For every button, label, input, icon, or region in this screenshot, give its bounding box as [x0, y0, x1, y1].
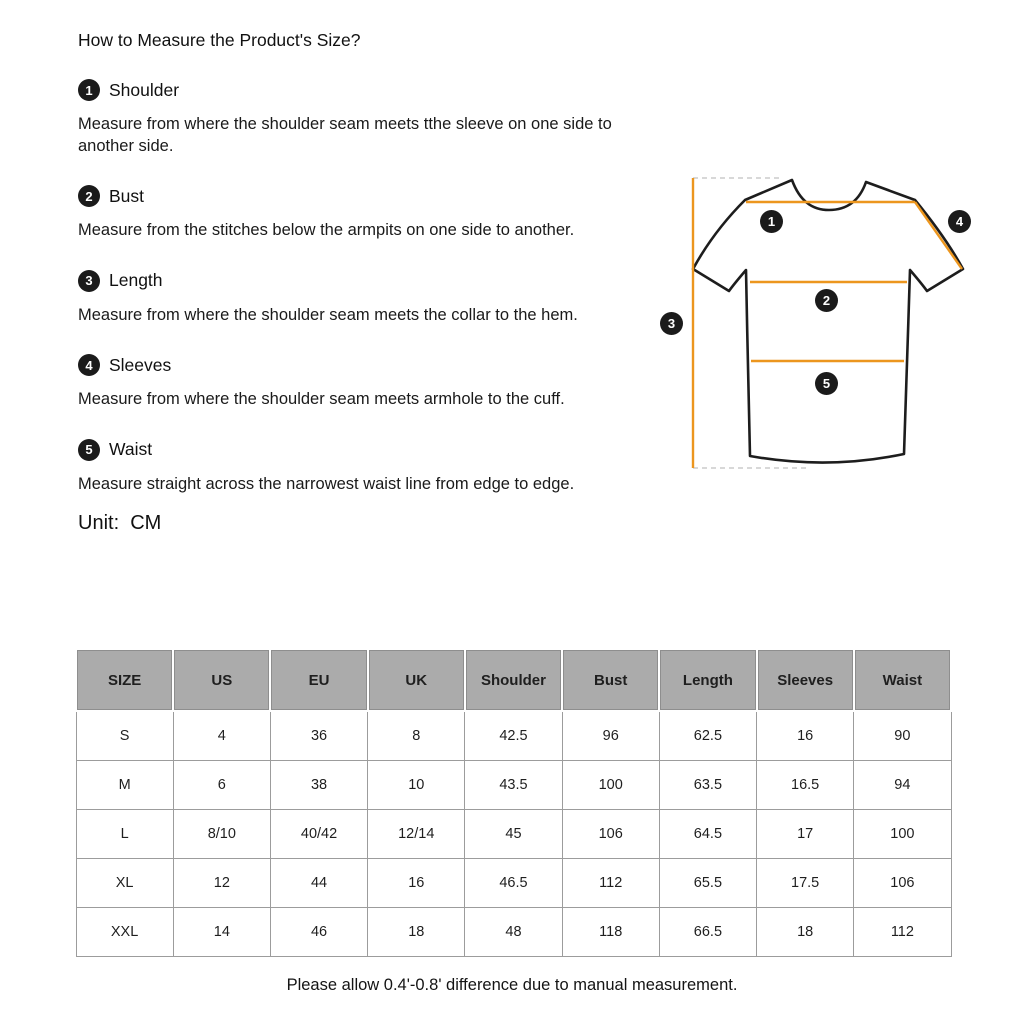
measurement-tolerance-note: Please allow 0.4'-0.8' difference due to manual measurement.: [286, 976, 738, 994]
col-header-length: Length: [659, 649, 756, 711]
col-header-uk: UK: [368, 649, 465, 711]
section-bust-label: Bust: [109, 185, 145, 206]
cell-size: XXL: [76, 907, 173, 956]
col-header-shoulder: Shoulder: [465, 649, 562, 711]
cell-bust: 112: [562, 858, 659, 907]
col-header-eu: EU: [270, 649, 367, 711]
size-chart-table: [75, 648, 952, 957]
marker-3-length-icon: 3: [660, 312, 683, 335]
col-header-us: US: [173, 649, 270, 711]
page-title: How to Measure the Product's Size?: [78, 30, 361, 50]
marker-5-waist-icon: 5: [815, 372, 838, 395]
table-row-xl: [76, 858, 951, 907]
step-2-badge-icon: 2: [78, 185, 100, 207]
section-sleeves-description: Measure from where the shoulder seam meets armhole to the cuff.: [78, 390, 565, 408]
cell-waist: 90: [854, 711, 951, 760]
cell-us: 6: [173, 760, 270, 809]
section-length-label: Length: [109, 270, 163, 290]
section-waist: [78, 439, 626, 496]
cell-eu: 46: [270, 907, 367, 956]
cell-bust: 118: [562, 907, 659, 956]
cell-size: M: [76, 760, 173, 809]
cell-uk: 18: [368, 907, 465, 956]
section-shoulder-description: Measure from where the shoulder seam meets tthe sleeve on one side to another side.: [78, 115, 612, 155]
cell-eu: 40/42: [270, 809, 367, 858]
cell-sleeves: 18: [757, 907, 854, 956]
step-1-badge-icon: 1: [78, 79, 100, 101]
section-waist-description: Measure straight across the narrowest waist line from edge to edge.: [78, 474, 575, 493]
section-shoulder-heading: [78, 79, 626, 101]
cell-us: 12: [173, 858, 270, 907]
section-bust-heading: [78, 185, 626, 207]
section-bust-description: Measure from the stitches below the armpits on one side to another.: [78, 221, 575, 239]
cell-length: 63.5: [659, 760, 756, 809]
table-row-l: [76, 809, 951, 858]
cell-length: 62.5: [659, 711, 756, 760]
cell-uk: 16: [368, 858, 465, 907]
section-waist-label: Waist: [109, 439, 153, 459]
step-3-badge-icon: 3: [78, 270, 100, 292]
cell-eu: 38: [270, 760, 367, 809]
cell-size: S: [76, 711, 173, 760]
step-4-badge-icon: 4: [78, 354, 100, 376]
cell-uk: 8: [368, 711, 465, 760]
marker-1-shoulder-icon: 1: [760, 210, 783, 233]
tshirt-measurement-diagram: [650, 152, 1010, 482]
size-chart-header-row: [76, 649, 951, 711]
unit-label: Unit: CM: [78, 512, 162, 534]
cell-us: 8/10: [173, 809, 270, 858]
section-bust: [78, 185, 626, 242]
cell-size: XL: [76, 858, 173, 907]
cell-bust: 100: [562, 760, 659, 809]
tshirt-outline-graphic: [650, 152, 1010, 482]
col-header-size: SIZE: [76, 649, 173, 711]
cell-sleeves: 17: [757, 809, 854, 858]
cell-waist: 100: [854, 809, 951, 858]
marker-4-sleeves-icon: 4: [948, 210, 971, 233]
cell-length: 65.5: [659, 858, 756, 907]
table-row-m: [76, 760, 951, 809]
cell-sleeves: 17.5: [757, 858, 854, 907]
cell-shoulder: 46.5: [465, 858, 562, 907]
section-sleeves: [78, 354, 626, 411]
size-chart: [75, 648, 952, 957]
cell-sleeves: 16.5: [757, 760, 854, 809]
cell-waist: 94: [854, 760, 951, 809]
cell-us: 14: [173, 907, 270, 956]
section-length-description: Measure from where the shoulder seam meets the collar to the hem.: [78, 305, 578, 324]
cell-shoulder: 48: [465, 907, 562, 956]
section-sleeves-label: Sleeves: [109, 354, 172, 375]
table-row-xxl: [76, 907, 951, 956]
cell-waist: 112: [854, 907, 951, 956]
cell-eu: 44: [270, 858, 367, 907]
table-row-s: [76, 711, 951, 760]
cell-uk: 10: [368, 760, 465, 809]
cell-waist: 106: [854, 858, 951, 907]
col-header-bust: Bust: [562, 649, 659, 711]
cell-shoulder: 42.5: [465, 711, 562, 760]
cell-length: 66.5: [659, 907, 756, 956]
section-waist-heading: [78, 439, 626, 461]
section-length: [78, 270, 626, 327]
cell-bust: 96: [562, 711, 659, 760]
section-shoulder: [78, 79, 626, 157]
col-header-sleeves: Sleeves: [757, 649, 854, 711]
cell-sleeves: 16: [757, 711, 854, 760]
cell-size: L: [76, 809, 173, 858]
cell-us: 4: [173, 711, 270, 760]
cell-uk: 12/14: [368, 809, 465, 858]
measure-instructions: [78, 30, 626, 535]
section-shoulder-label: Shoulder: [109, 79, 180, 100]
cell-bust: 106: [562, 809, 659, 858]
cell-shoulder: 45: [465, 809, 562, 858]
col-header-waist: Waist: [854, 649, 951, 711]
step-5-badge-icon: 5: [78, 439, 100, 461]
cell-length: 64.5: [659, 809, 756, 858]
cell-shoulder: 43.5: [465, 760, 562, 809]
section-sleeves-heading: [78, 354, 626, 376]
marker-2-bust-icon: 2: [815, 289, 838, 312]
section-length-heading: [78, 270, 626, 292]
cell-eu: 36: [270, 711, 367, 760]
